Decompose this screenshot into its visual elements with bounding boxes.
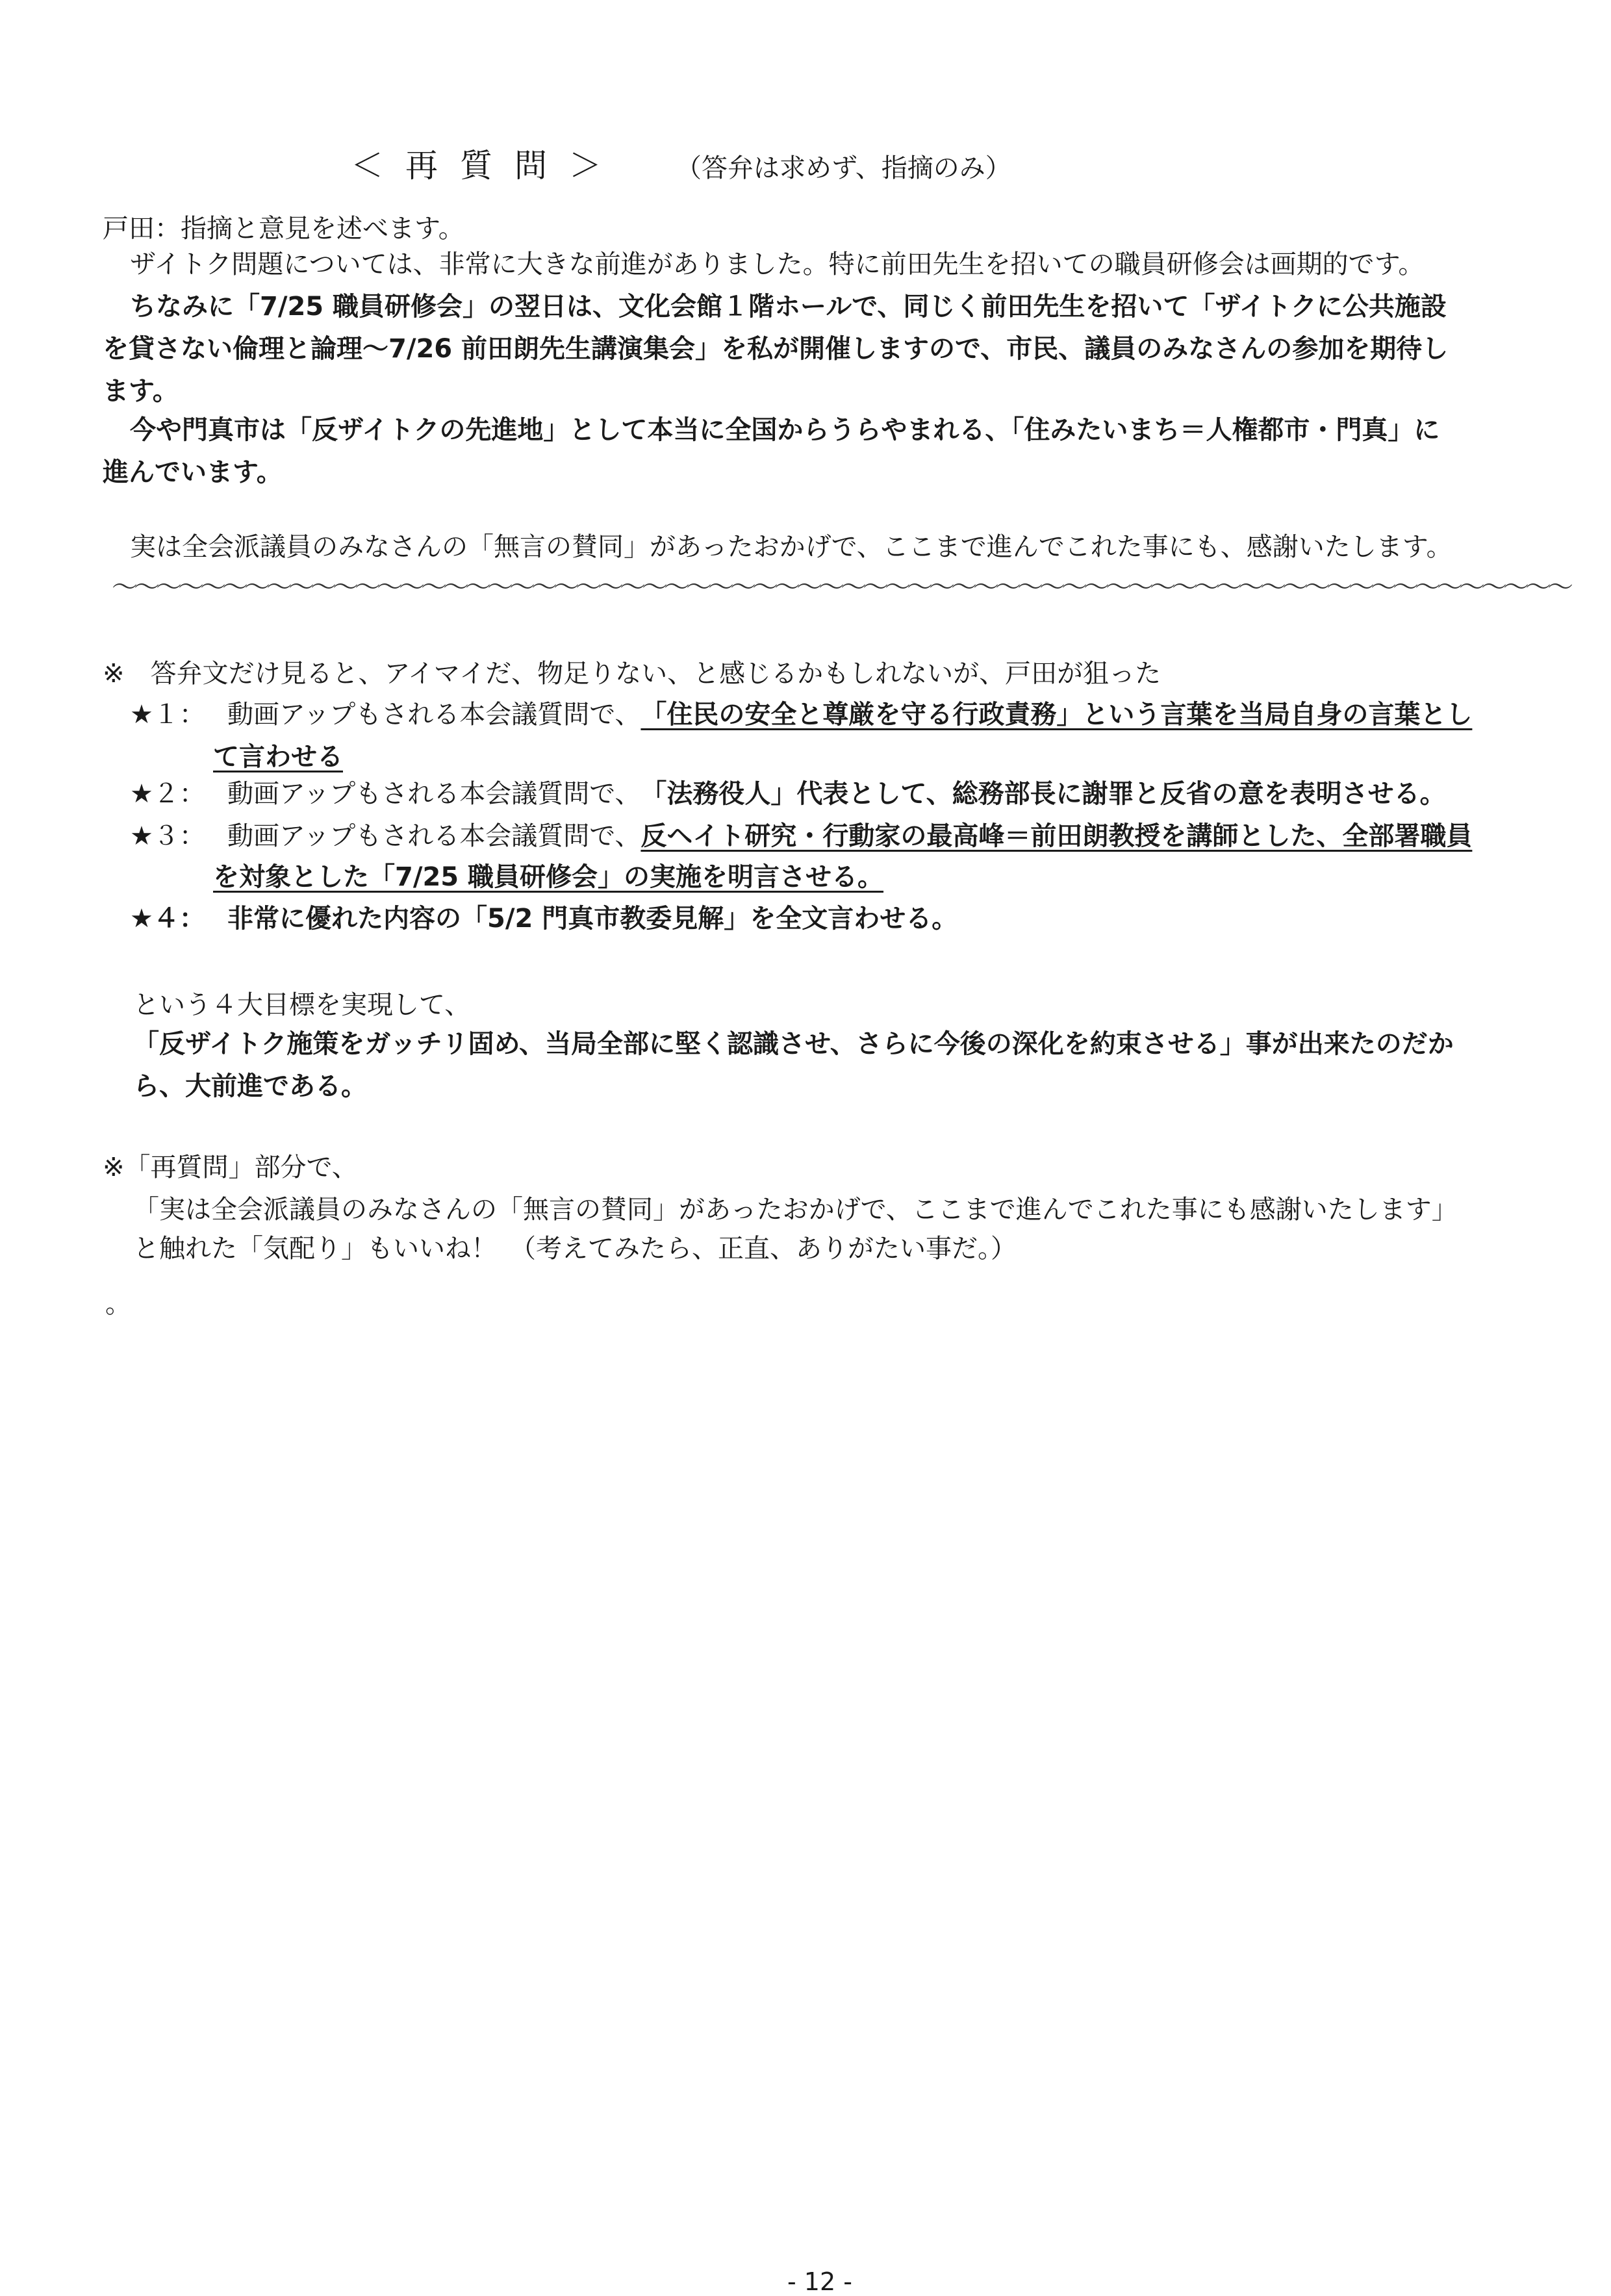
para1-line2: ザイトク問題については、非常に大きな前進がありました。特に前田先生を招いての職員研修会は画期的です。 xyxy=(130,249,1425,279)
note2-line2: 「実は全会派議員のみなさんの「無言の賛同」があったおかげで、ここまで進んでこれた事にも感謝いたします」 xyxy=(133,1195,1458,1225)
goal-label: ★１： xyxy=(130,700,205,730)
goal-item-3 xyxy=(130,815,1472,857)
goal-item-1-cont: て言わせる xyxy=(213,742,343,772)
goal-item-4 xyxy=(130,898,958,939)
goal-emphasis: 非常に優れた内容の「5/2 門真市教委見解」を全文言わせる。 xyxy=(227,904,958,934)
para1-line8: 実は全会派議員のみなさんの「無言の賛同」があったおかげで、ここまで進んでこれた事にも、感謝いたします。 xyxy=(130,532,1452,562)
goal-prefix: 動画アップもされる本会議質問で、 xyxy=(227,821,641,851)
goal-label: ★２： xyxy=(130,779,205,809)
goal-emphasis: 「住民の安全と尊厳を守る行政責務」という言葉を当局自身の言葉とし xyxy=(641,700,1473,730)
trailing-dot: 。 xyxy=(105,1289,131,1319)
goal-emphasis: 「法務役人」代表として、総務部長に謝罪と反省の意を表明させる。 xyxy=(641,779,1446,809)
page-number: - 12 - xyxy=(787,2267,852,2296)
wavy-separator: 〜〜〜〜〜〜〜〜〜〜〜〜〜〜〜〜〜〜〜〜〜〜〜〜〜〜〜〜〜〜〜〜〜〜〜〜〜〜〜〜〜〜〜〜〜〜〜〜〜〜〜〜〜〜〜〜〜〜〜〜〜〜〜〜〜〜 xyxy=(112,572,1569,602)
goal-prefix: 動画アップもされる本会議質問で、 xyxy=(227,779,641,809)
goal-label: ★３： xyxy=(130,821,205,851)
para1-line3: ちなみに「7/25 職員研修会」の翌日は、文化会館１階ホールで、同じく前田先生を招いて「ザイトクに公共施設 xyxy=(130,292,1447,322)
heading-subtitle: （答弁は求めず、指摘のみ） xyxy=(676,153,1011,183)
goal-item-2 xyxy=(130,773,1446,815)
goal-item-1 xyxy=(130,694,1472,735)
note2-line1: ※「再質問」部分で、 xyxy=(103,1153,358,1182)
para1-line4: を貸さない倫理と論理〜7/26 前田朗先生講演集会」を私が開催しますので、市民、議員のみなさんの参加を期待し xyxy=(103,334,1449,364)
heading-title: ＜再質問＞ xyxy=(351,147,624,185)
goal-item-3-cont: を対象とした「7/25 職員研修会」の実施を明言させる。 xyxy=(213,862,884,892)
note2-line3: と触れた「気配り」もいいね！ （考えてみたら、正直、ありがたい事だ。） xyxy=(133,1234,1017,1264)
para1-line5: ます。 xyxy=(103,376,179,406)
goal-prefix: 動画アップもされる本会議質問で、 xyxy=(227,700,641,730)
note1-intro: ※ 答弁文だけ見ると、アイマイだ、物足りない、と感じるかもしれないが、戸田が狙った xyxy=(103,659,1161,689)
section-heading xyxy=(351,140,1011,186)
conclusion-line1: という４大目標を実現して、 xyxy=(133,990,471,1020)
para1-line1: 戸田：指摘と意見を述べます。 xyxy=(103,214,464,244)
conclusion-line3: ら、大前進である。 xyxy=(133,1071,367,1101)
conclusion-line2: 「反ザイトク施策をガッチリ固め、当局全部に堅く認識させ、さらに今後の深化を約束させる」事が出来たのだか xyxy=(133,1029,1454,1059)
para1-line6: 今や門真市は「反ザイトクの先進地」として本当に全国からうらやまれる、「住みたいまち＝人権都市・門真」に xyxy=(130,415,1440,445)
para1-line7: 進んでいます。 xyxy=(103,457,283,487)
goal-emphasis: 反ヘイト研究・行動家の最高峰＝前田朗教授を講師とした、全部署職員 xyxy=(641,821,1473,851)
goal-label: ★４： xyxy=(130,904,205,934)
